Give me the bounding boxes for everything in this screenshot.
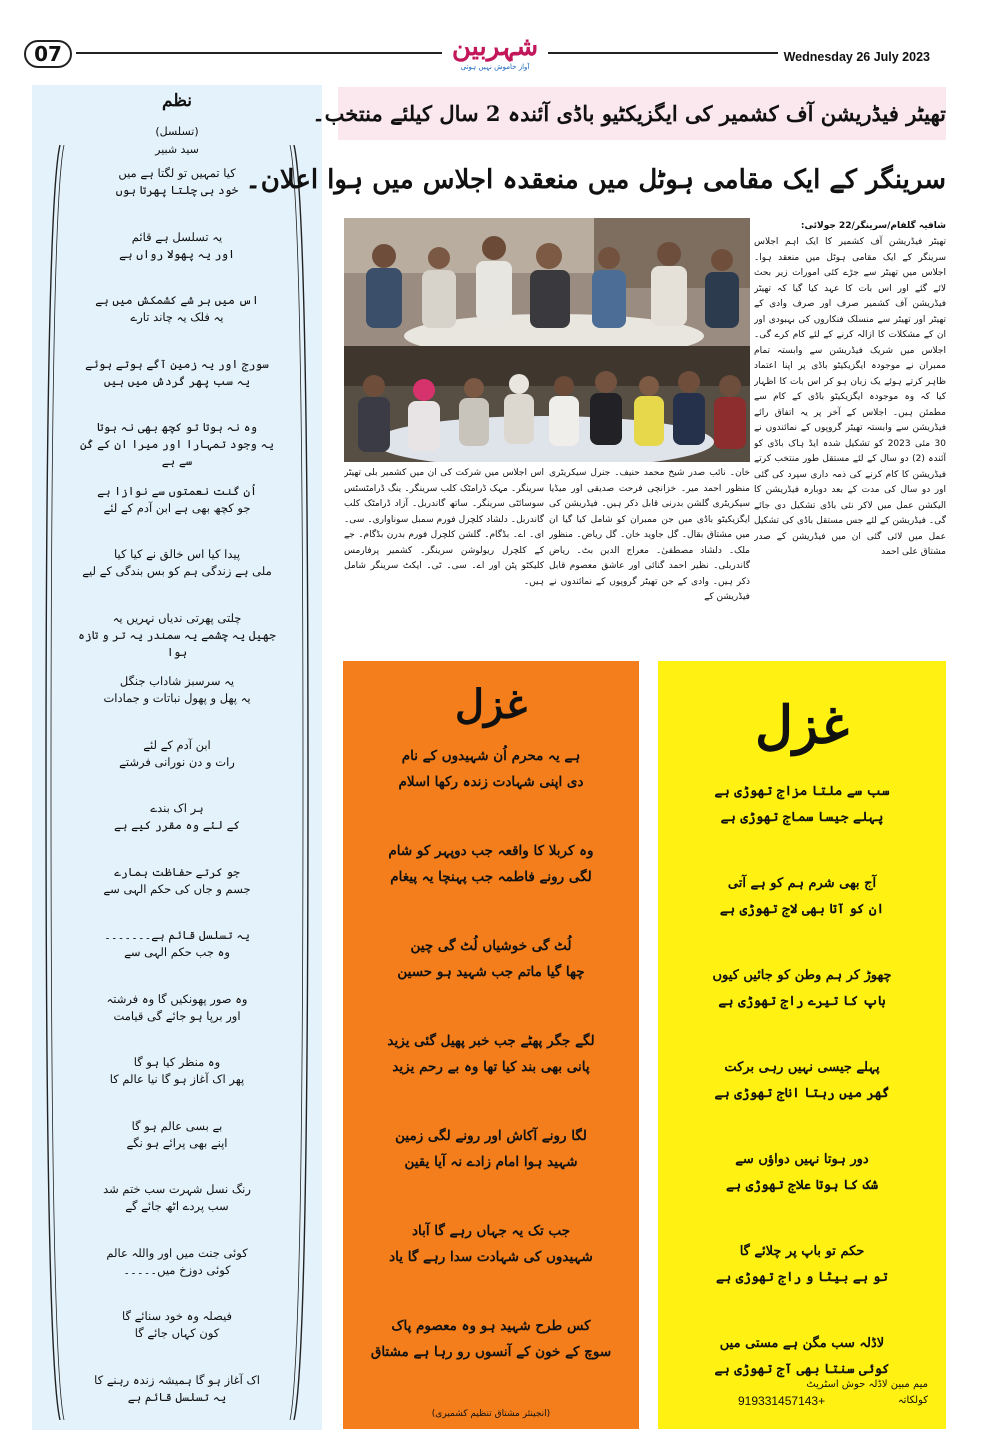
poem-line: جھیل یہ چشمے یہ سمندر یہ تر و تازہ ہوا (78, 627, 276, 659)
poem-line: ملی ہے زندگی ہم کو بس بندگی کے لیے (82, 564, 272, 578)
ghazal-couplet (357, 1218, 625, 1270)
ghazal-line: جب تک یہ جہاں رہے گا آباد (411, 1223, 571, 1239)
ghazal-line: لگی رونے فاطمہ جب پہنچا یہ پیغام (390, 869, 592, 885)
ghazal-line: کس طرح شہید ہو وہ معصوم پاک (391, 1318, 591, 1334)
poem-stanza (72, 1245, 282, 1279)
poem-stanza (72, 229, 282, 263)
poem-line: کون کہاں جائے گا (134, 1326, 220, 1340)
ghazal-line: سوچ کے خون کے آنسوں رو رہا ہے مشتاق (370, 1344, 612, 1360)
headline-secondary: سرینگر کے ایک مقامی ہوٹل میں منعقدہ اجلاس میں ہوا اعلان۔ (245, 165, 946, 195)
ghazal-orange-credit: (انجینئر مشتاق تنظیم کشمیری) (431, 1409, 551, 1419)
ghazal-line: لاڈلہ سب مگن ہے مستی میں (719, 1336, 885, 1351)
poem-stanza (72, 1181, 282, 1215)
ghazal-box-yellow (658, 661, 946, 1429)
ghazal-couplet (357, 743, 625, 795)
ghazal-line: باپ کا تیرے راج تھوڑی ہے (718, 994, 886, 1009)
poem-line: جو کچھ بھی ہے ابن آدم کے لئے (103, 500, 251, 515)
poem-line: یہ پھل و پھول نباتات و جمادات (103, 691, 251, 705)
ghazal-line: لگا رونے آکاش اور رونے لگی زمین (395, 1128, 587, 1144)
poem-line: اُن گنت نعمتوں سے نوازا ہے (97, 483, 257, 498)
poem-line: یہ سب پھر گردش میں ہیں (103, 373, 251, 388)
poem-line: وہ صور پھونکیں گا وہ فرشتہ (106, 991, 248, 1006)
poem-line: وہ جب حکم الہی سے (124, 945, 230, 959)
poem-line: ابن آدم کے لئے (143, 737, 211, 752)
poem-stanza (72, 800, 282, 834)
masthead-title: شہربین (451, 32, 539, 62)
article-column-middle: خان۔ نائب صدر شیخ محمد حنیف۔ جنرل سیکریٹری منظور احمد میر۔ خزانچی فرحت صدیقی اور میڈیا سیکریٹری گلشن بدرنی قابل ذکر ہیں۔ فیڈریشن کی ایگزیکیٹو باڈی میں جن ممبران کو شامل کیا گیا ان میں مشتاق بقال۔ گل جاوید خان۔ گل ریاض۔ منظور ملک۔ دلشاد مصطفیٰ۔ معراج الدین بٹ۔ ریاض گاندربلی۔ نظیر احمد گنائی اور عاشق معصوم قابل ذکر ہیں۔ وادی کے جن تھیٹر گروپوں کے نمائندوں نے فیڈریشن کے (549, 468, 750, 602)
ghazal-line: چھوڑ کر ہم وطن کو جائیں کیوں (712, 968, 892, 983)
ghazal-line: سب سے ملتا مزاج تھوڑی ہے (714, 784, 890, 799)
poem-line: کوئی جنت میں اور واللہ عالم (106, 1245, 248, 1260)
poem-stanza (72, 1308, 282, 1342)
ghazal-yellow-city: کولکاتہ (897, 1395, 928, 1406)
ghazal-line: شک کا ہوتا علاج تھوڑی ہے (725, 1178, 879, 1193)
poem-stanza (72, 292, 282, 326)
poem-line: اس میں ہر شے کشمکش میں ہے (95, 293, 259, 307)
ghazal-couplet (357, 1313, 625, 1365)
ghazal-line: شہید ہوا امام زادے نہ آیا یقین (404, 1154, 578, 1170)
ghazal-couplet (672, 1331, 932, 1383)
poem-line: ہر اک بندے (150, 801, 204, 815)
masthead-logo (442, 32, 548, 78)
ghazal-line: کوئی سنتا بھی آج تھوڑی ہے (714, 1362, 890, 1377)
page-number: 07 (24, 40, 72, 68)
poem-line: اور یہ پھولا رواں ہے (119, 246, 235, 261)
ghazal-yellow-phone: 919331457143+ (738, 1394, 826, 1408)
poem-stanza (72, 737, 282, 771)
ghazal-line: دی اپنی شہادت زندہ رکھا اسلام (398, 774, 584, 790)
ghazal-couplet (672, 1055, 932, 1107)
meeting-photo-bottom (344, 346, 750, 462)
poem-stanza (72, 483, 282, 517)
ghazal-line: ان کو آتا بھی لاج تھوڑی ہے (719, 902, 885, 917)
poem-stanza (72, 610, 282, 661)
poem-line: یہ تسلسل ہے قائم (131, 229, 223, 244)
ghazal-line: حکم تو باپ پر چلائے گا (739, 1244, 865, 1259)
article-column-left: اس اجلاس میں شرکت کی ان میں کشمیر بلی تھیٹر سرینگر۔ مہک ڈرامٹک کلب سرینگر۔ ینگ ڈرامٹسٹس سوسائٹی سرینگر۔ ساتھ گاندربل۔ آزاد ڈرامٹک کلب گاندربل۔ دلشاد کلچرل فورم سمبل سوناواری۔ سی۔ ای۔ اے۔ بڈگام۔ گلشن کلچرل فورم بدرن بڈگام۔ جے کے کلچرل ریولوشن سرینگر۔ کشمیر پرفارمس کلیکٹو پٹن اور اے۔ سی۔ ٹی۔ ایکٹ سرینگر شامل ہیں۔ (344, 468, 544, 587)
ghazal-line: شہیدوں کی شہادت سدا رہے گا یاد (389, 1249, 593, 1265)
poem-line: کے لئے وہ مقرر کیے ہے (113, 818, 241, 832)
headline-primary: تھیٹر فیڈریشن آف کشمیر کی ایگزیکٹیو باڈی آئندہ 2 سال کیلئے منتخب۔ (338, 87, 946, 140)
issue-date: Wednesday 26 July 2023 (778, 50, 930, 64)
poem-line: بے بسی عالم ہو گا (131, 1118, 223, 1133)
ghazal-line: وہ کربلا کا واقعہ جب دوپہر کو شام (388, 843, 594, 859)
poem-line: خود ہی چلتا پھرتا ہوں (115, 183, 239, 197)
ghazal-box-orange (343, 661, 639, 1429)
poem-line: یہ وجود تمہارا اور میرا ان کے کُن سے ہے (79, 437, 275, 468)
ghazal-couplet (357, 1028, 625, 1080)
article-byline: شافیہ گلفام/سرینگر/22 جولائی: (800, 221, 946, 231)
poem-line: وہ منظر کیا ہو گا (133, 1055, 221, 1069)
poem-stanza (72, 673, 282, 707)
poem-line: اور برپا ہو جائے گی قیامت (113, 1008, 241, 1023)
poem-stanza (72, 546, 282, 580)
poem-line: اک آغاز ہو گا ہمیشہ زندہ رہنے کا (94, 1372, 260, 1387)
poem-stanza (72, 927, 282, 961)
ghazal-line: پہلے جیسی نہیں رہی برکت (724, 1060, 880, 1075)
poem-line: یہ تسلسل قائم ہے (127, 1389, 227, 1404)
poem-line: جو کرتے حفاظت ہمارے (114, 864, 240, 879)
ghazal-line: ہے یہ محرم اُن شہیدوں کے نام (401, 748, 581, 764)
poem-column (32, 85, 322, 1430)
ghazal-line: لُٹ گی خوشیاں لُٹ گی چین (410, 938, 572, 954)
ghazal-couplet (672, 1147, 932, 1199)
ghazal-line: آج بھی شرم ہم کو ہے آتی (727, 876, 877, 891)
poem-line: وہ نہ ہوتا تو کچھ بھی نہ ہوتا (96, 420, 258, 434)
poem-line: یہ تسلسل قائم ہے۔۔۔۔۔۔۔ (104, 928, 250, 942)
poem-line: رات و دن نورانی فرشتے (119, 754, 235, 769)
poem-stanza (72, 864, 282, 898)
ghazal-couplet (672, 1239, 932, 1291)
poem-line: سورج اور یہ زمین آگے ہوتے ہوئے (85, 356, 269, 371)
ghazal-couplet (357, 838, 625, 890)
decorative-bracket-left (42, 145, 66, 1420)
poem-stanza (72, 356, 282, 390)
poem-stanza (72, 1054, 282, 1088)
poem-title: نظم (162, 91, 192, 111)
ghazal-yellow-title: غزل (755, 695, 849, 756)
poem-subtitle: (تسلسل) (155, 125, 199, 138)
poem-line: کوئی دوزخ میں۔۔۔۔۔ (123, 1262, 231, 1277)
poem-line: سب پردے اٹھ جائے گے (125, 1199, 229, 1213)
poem-line: کیا تمہیں تو لگتا ہے میں (118, 166, 236, 180)
poem-stanza (72, 419, 282, 470)
ghazal-yellow-author: میم مبین لاڈلہ حوش اسٹریٹ (806, 1379, 928, 1390)
decorative-bracket-right (288, 145, 312, 1420)
ghazal-line: پانی بھی بند کیا تھا وہ بے رحم یزید (392, 1059, 590, 1075)
poem-line: فیصلہ وہ خود سنائے گا (121, 1309, 233, 1323)
poem-stanza (72, 991, 282, 1025)
poem-line: پیدا کیا اس خالق نے کیا کیا (113, 547, 241, 561)
ghazal-line: پہلے جیسا سماج تھوڑی ہے (720, 810, 884, 825)
poem-line: اپنے بھی پرائے ہو نگے (126, 1135, 228, 1150)
ghazal-couplet (672, 871, 932, 923)
ghazal-couplet (672, 963, 932, 1015)
poem-line: پھر اک آغاز ہو گا نیا عالم کا (109, 1072, 245, 1086)
meeting-photo-top (344, 218, 750, 346)
poem-line: چلتی پھرتی ندیاں نہریں یہ (112, 610, 242, 625)
poem-stanza (72, 1372, 282, 1406)
poem-line: یہ فلک یہ چاند تارے (130, 310, 224, 324)
ghazal-line: لگے جگر پھٹے جب خبر پھیل گئی یزید (387, 1033, 595, 1049)
ghazal-orange-title: غزل (454, 681, 528, 728)
ghazal-couplet (357, 933, 625, 985)
ghazal-line: گھر میں رہتا اناج تھوڑی ہے (714, 1086, 890, 1101)
poem-line: رنگ نسل شہرت سب ختم شد (103, 1182, 251, 1196)
poem-line: جسم و جاں کی حکم الہی سے (103, 881, 251, 896)
ghazal-couplet (357, 1123, 625, 1175)
poem-line: یہ سرسبز شاداب جنگل (119, 674, 235, 688)
article-column-right: تھیٹر فیڈریشن آف کشمیر کا ایک اہم اجلاس سرینگر کے ایک مقامی ہوٹل میں منعقد ہوا۔ اجلاس میں تھیٹر سے جڑے کئی امورات زیر بحث لائے گئے اور اس بات کا عہد کیا گیا کہ تھیٹر فیڈریشن آف کشمیر صرف اور صرف وادی کے تھیٹر اور تھیٹر سے منسلک فنکاروں کی بہبودی اور ان کے مشکلات کا ازالہ کرنے کے لئے کام کرے گی۔ اجلاس میں شریک فیڈریشن سے وابستہ تمام ممبران نے موجودہ ایگزیکیٹو باڈی پر اپنا اعتماد ظاہر کرتے ہوئے یک زبان ہو کر اس بات کا اظہار کیا کہ وہ موجودہ ایگزیکیٹو باڈی کے کام سے مطمئن ہیں۔ اجلاس کے آخر پر یہ اتفاق رائے فیڈریشن سے وابستہ تھیٹر گروپوں کے نمائندوں نے 30 مئی 2023 کو تشکیل شدہ ایڈ ہاک باڈی کو آئندہ (2) دو سال کے لئے مستقل طور منتخب کرتے فیڈریشن کا کام کرنے کی ذمہ داری سپرد کی گئی اور دو سال کی مدت کے بعد دوبارہ فیڈریشن کا الیکشن عمل میں لاکر نئی باڈی تشکیل دی جائے گی۔ فیڈریشن کے لئے جس مستقل باڈی کی تشکیل عمل میں لائی گئی ان میں فیڈریشن کے صدر مشتاق علی احمد (754, 237, 946, 557)
masthead-tagline: آواز خاموش نہیں ہوتی (460, 63, 530, 71)
poem-author: سید شبیر (155, 143, 199, 156)
ghazal-line: تو ہے بیٹا و راج تھوڑی ہے (716, 1270, 888, 1285)
ghazal-line: چھا گیا ماتم جب شہید ہو حسین (397, 964, 585, 980)
poem-stanza (72, 1118, 282, 1152)
ghazal-line: دور ہوتا نہیں دواؤں سے (735, 1152, 869, 1167)
ghazal-couplet (672, 779, 932, 831)
